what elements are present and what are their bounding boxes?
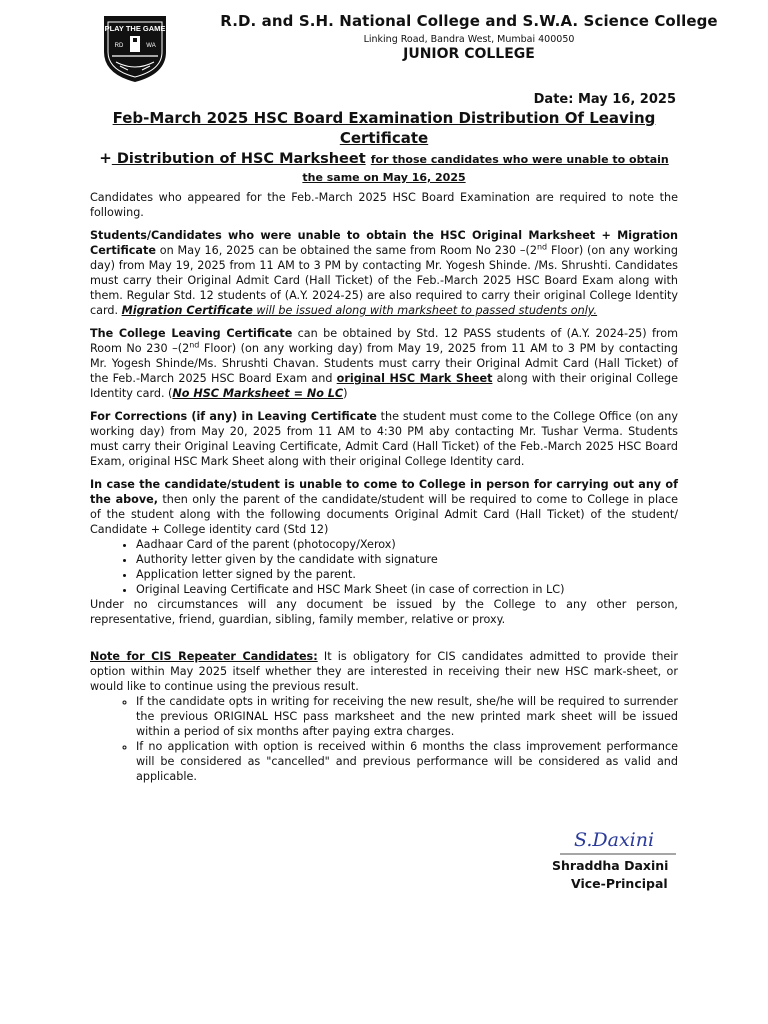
lc-text-d: ) xyxy=(343,387,348,400)
migration-note: will be issued along with marksheet to passed students only. xyxy=(252,304,598,317)
notice-title: Feb-March 2025 HSC Board Examination Distribution Of Leaving Certificate xyxy=(112,109,656,147)
list-item: ◦ If the candidate opts in writing for receiving the new result, she/he will be required to surrender the previous ORIGINAL HSC pass marksheet and the new printed mark sheet will be issued within a period of six months after paying extra charges. xyxy=(136,694,678,739)
logo-initials-right: WA xyxy=(146,43,156,49)
lc-sup: nd xyxy=(189,340,200,350)
lc-text-c: along with their original College Identity card. ( xyxy=(90,372,678,400)
subtitle-sub: for those candidates who were unable to obtain the same on May 16, 2025 xyxy=(302,153,669,184)
list-item: • Aadhaar Card of the parent (photocopy/Xerox) xyxy=(136,537,678,552)
leaving-certificate-paragraph xyxy=(90,326,678,401)
migration-certificate-label: Migration Certificate xyxy=(121,304,253,317)
parent-lead: In case the candidate/student is unable to come to College in person for carrying out any of the above, xyxy=(90,478,678,506)
corrections-paragraph xyxy=(90,409,678,469)
list-item: • Application letter signed by the parent. xyxy=(136,567,678,582)
parent-text: then only the parent of the candidate/student will be required to come to College in place of the student along with the following documents Original Admit Card (Hall Ticket) of the student/ Candidate + College identity card (Std 12) xyxy=(90,493,678,536)
college-logo xyxy=(100,14,170,84)
list-item: ◦ If no application with option is received within 6 months the class improvement performance will be considered as "cancelled" and previous performance will be considered as valid and applicable. xyxy=(136,739,678,784)
college-address: Linking Road, Bandra West, Mumbai 400050 xyxy=(363,34,575,45)
lc-mark-sheet: original HSC Mark Sheet xyxy=(336,372,493,385)
corrections-lead: For Corrections (if any) in Leaving Certificate xyxy=(90,410,377,423)
parent-paragraph xyxy=(90,477,678,537)
signatory-name: Shraddha Daxini xyxy=(552,858,669,873)
cis-note-paragraph xyxy=(90,649,678,694)
cis-note-label: Note for CIS Repeater Candidates: xyxy=(90,650,318,663)
signatory-title: Vice-Principal xyxy=(571,876,668,891)
logo-initials-left: RD xyxy=(114,43,124,49)
logo-motto: PLAY THE GAME xyxy=(104,24,166,33)
college-name: R.D. and S.H. National College and S.W.A. Science College xyxy=(220,12,718,30)
no-lc-rule: No HSC Marksheet = No LC xyxy=(172,387,344,400)
notice-body xyxy=(90,190,678,784)
lc-text-a: can be obtained by Std. 12 PASS students of (A.Y. 2024-25) from Room No 230 –(2 xyxy=(90,327,679,355)
cis-points-list xyxy=(90,694,678,784)
marksheet-text-a: on May 16, 2025 can be obtained the same from Room No 230 –(2 xyxy=(155,244,537,257)
notice-date: Date: May 16, 2025 xyxy=(533,92,676,107)
marksheet-sup: nd xyxy=(536,242,548,252)
lc-text-b: Floor) (on any working day) from May 19, 2025 from 11 AM to 3 PM by contacting Mr. Yogesh Shinde/Ms. Shrushti Chavan. Students must carry their Original Admit Card (Hall Ticket) of the Feb.-March 2025 HSC Board Exam and xyxy=(90,342,678,385)
list-item: • Authority letter given by the candidate with signature xyxy=(136,552,678,567)
marksheet-lead: Students/Candidates who were unable to obtain the HSC Original Marksheet + Migration Certificate xyxy=(90,229,678,257)
section-title: JUNIOR COLLEGE xyxy=(403,46,535,62)
signature-handwriting: S.Daxini xyxy=(574,829,655,851)
marksheet-paragraph xyxy=(90,228,678,318)
subtitle-main: Distribution of HSC Marksheet xyxy=(111,151,366,167)
signature-image xyxy=(560,818,676,858)
closing-paragraph: Under no circumstances will any document be issued by the College to any other person, representative, friend, guardian, sibling, family member, relative or proxy. xyxy=(90,598,678,626)
corrections-text: the student must come to the College Office (on any working day) from May 20, 2025 from 11 AM to 4:30 PM aby contacting Mr. Tushar Verma. Students must carry their Original Leaving Certificate, Admit Card (Hall Ticket) of the Feb.-March 2025 HSC Board Exam, original HSC Mark Sheet along with their original College Identity card. xyxy=(90,410,678,468)
subtitle-plus: + xyxy=(99,149,112,167)
marksheet-text-b: Floor) (on any working day) from May 19, 2025 from 11 AM to 3 PM by contacting Mr. Yogesh Shinde. /Ms. Shrushti. Candidates must carry their Original Admit Card (Hall Ticket) of the Feb.-March 2025 HSC Board Exam along with them. Regular Std. 12 students of (A.Y. 2024-25) are also required to carry their original College Identity card. xyxy=(90,244,678,317)
cis-note-text: It is obligatory for CIS candidates admitted to provide their option within May 2025 itself whether they are interested in receiving their new HSC mark-sheet, or would like to continue using the previous result. xyxy=(90,650,678,693)
list-item: • Original Leaving Certificate and HSC Mark Sheet (in case of correction in LC) xyxy=(136,582,678,597)
lc-lead: The College Leaving Certificate xyxy=(90,327,293,340)
documents-list xyxy=(90,537,678,597)
intro-paragraph: Candidates who appeared for the Feb.-March 2025 HSC Board Examination are required to note the following. xyxy=(90,191,678,219)
notice-subtitle xyxy=(90,150,678,186)
